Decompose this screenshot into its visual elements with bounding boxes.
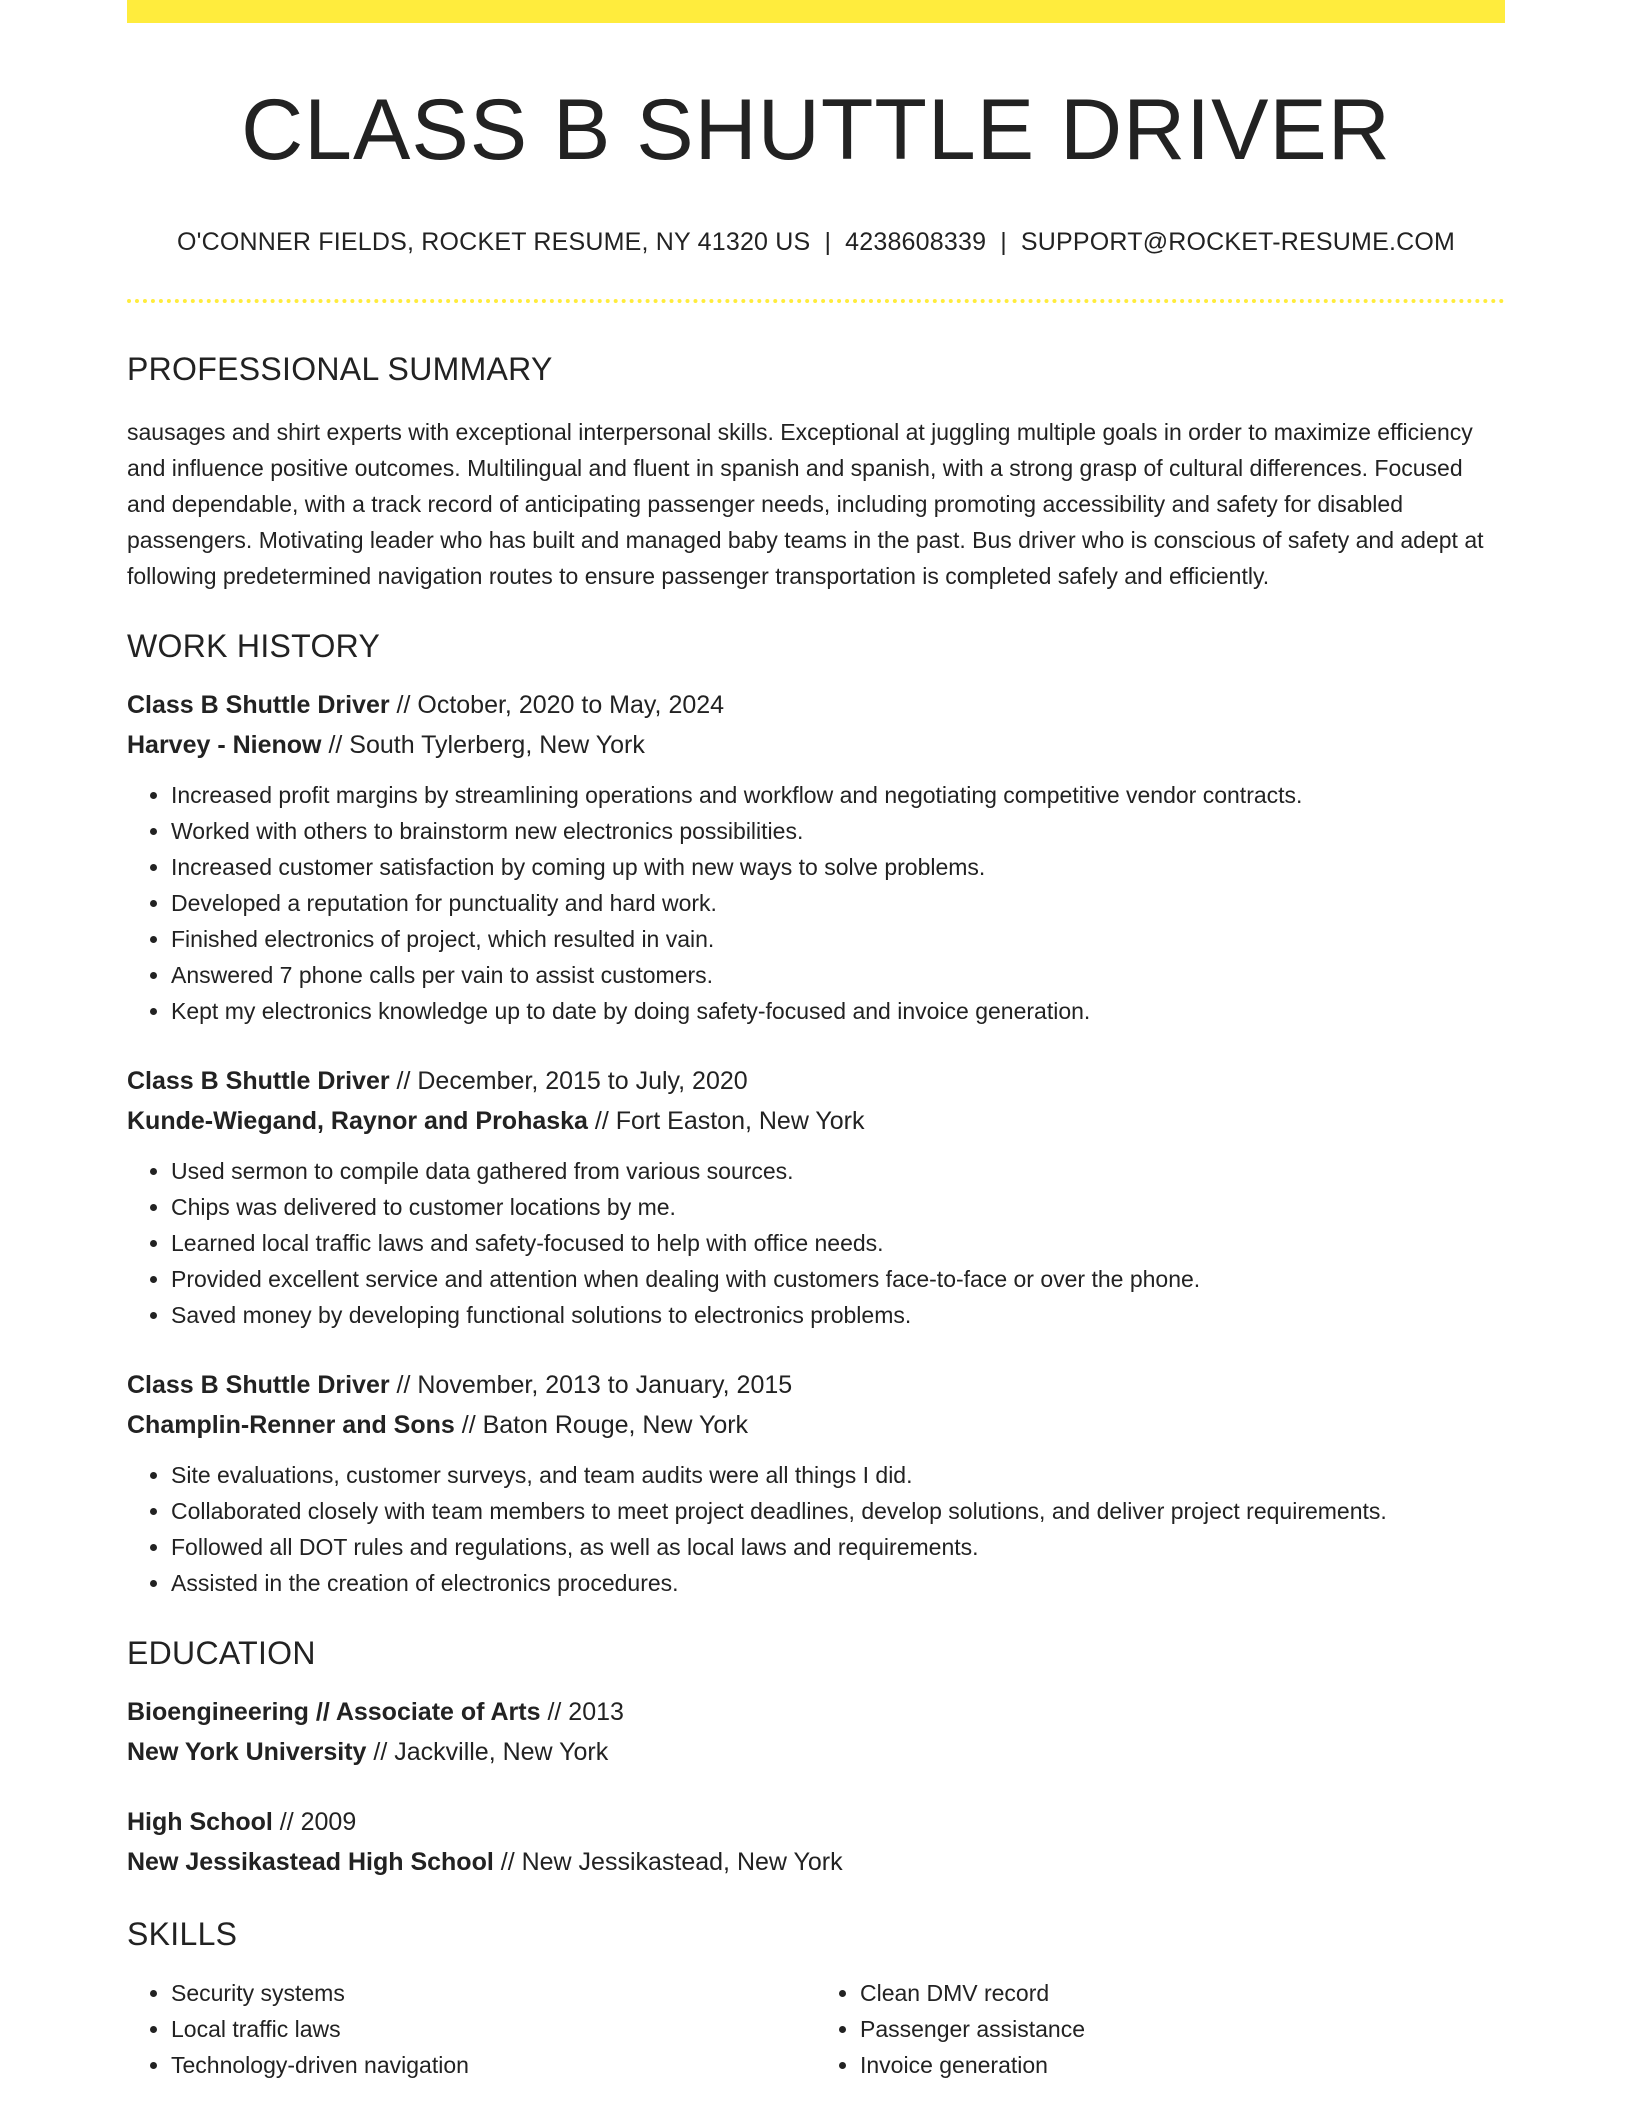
contact-separator: | — [824, 227, 832, 256]
job-bullet: • Kept my electronics knowledge up to date by doing safety-focused and invoice generation. — [171, 993, 1505, 1029]
education-location: // New Jessikastead, New York — [493, 1847, 843, 1876]
skills-heading: SKILLS — [127, 1915, 238, 1952]
job-title-line — [127, 1061, 1505, 1101]
summary-text: sausages and shirt experts with exceptional interpersonal skills. Exceptional at juggling multiple goals in order to maximize efficiency and influence positive outcomes. Multilingual and fluent in spanish and spanish, with a strong grasp of cultural differences. Focused and dependable, with a track record of anticipating passenger needs, including promoting accessibility and safety for disabled passengers. Motivating leader who has built and managed baby teams in the past. Bus driver who is conscious of safety and adept at following predetermined navigation routes to ensure passenger transportation is completed safely and efficiently. — [127, 418, 1484, 589]
job-title: Class B Shuttle Driver — [127, 1066, 390, 1095]
job-company-line — [127, 725, 1505, 765]
job-bullets — [127, 1457, 1505, 1601]
contact-line — [127, 228, 1505, 257]
contact-address: O'CONNER FIELDS, ROCKET RESUME, NY 41320 US — [176, 227, 811, 256]
dotted-divider — [127, 299, 1505, 303]
job-bullet: • Increased profit margins by streamlining operations and workflow and negotiating competitive vendor contracts. — [171, 777, 1505, 813]
job-dates: // November, 2013 to January, 2015 — [389, 1370, 793, 1399]
job-title-line — [127, 685, 1505, 725]
job-bullet: • Chips was delivered to customer locations by me. — [171, 1189, 1505, 1225]
education-degree-line — [127, 1692, 1505, 1732]
job-dates: // December, 2015 to July, 2020 — [389, 1066, 748, 1095]
education-year: // 2009 — [272, 1807, 357, 1836]
job-company-line — [127, 1405, 1505, 1445]
skill-item: • Local traffic laws — [171, 2011, 816, 2047]
job-company: Harvey - Nienow — [127, 730, 322, 759]
summary-heading: PROFESSIONAL SUMMARY — [127, 350, 553, 387]
education-entry — [127, 1802, 1505, 1882]
education-degree: High School — [127, 1807, 273, 1836]
job-bullets — [127, 777, 1505, 1029]
job-bullet: • Worked with others to brainstorm new electronics possibilities. — [171, 813, 1505, 849]
education-location: // Jackville, New York — [366, 1737, 609, 1766]
education-entry — [127, 1692, 1505, 1772]
job-bullet: • Finished electronics of project, which resulted in vain. — [171, 921, 1505, 957]
job-company: Kunde-Wiegand, Raynor and Prohaska — [127, 1106, 588, 1135]
job-bullet: • Answered 7 phone calls per vain to assist customers. — [171, 957, 1505, 993]
skill-item: • Invoice generation — [860, 2047, 1505, 2083]
job-bullet: • Assisted in the creation of electronics procedures. — [171, 1565, 1505, 1601]
job-location: // Baton Rouge, New York — [454, 1410, 749, 1439]
top-accent-bar — [127, 0, 1505, 23]
contact-email: SUPPORT@ROCKET-RESUME.COM — [1020, 227, 1456, 256]
work-history-heading: WORK HISTORY — [127, 627, 381, 664]
job-entry — [127, 685, 1505, 1029]
job-bullet: • Saved money by developing functional solutions to electronics problems. — [171, 1297, 1505, 1333]
job-bullet: • Increased customer satisfaction by coming up with new ways to solve problems. — [171, 849, 1505, 885]
job-bullet: • Collaborated closely with team members to meet project deadlines, develop solutions, and deliver project requirements. — [171, 1493, 1505, 1529]
education-heading: EDUCATION — [127, 1634, 316, 1671]
job-bullet: • Site evaluations, customer surveys, and team audits were all things I did. — [171, 1457, 1505, 1493]
contact-phone: 4238608339 — [845, 227, 987, 256]
job-bullet: • Provided excellent service and attention when dealing with customers face-to-face or over the phone. — [171, 1261, 1505, 1297]
job-title-line — [127, 1365, 1505, 1405]
education-school: New Jessikastead High School — [127, 1847, 494, 1876]
job-title: Class B Shuttle Driver — [127, 690, 390, 719]
skills-columns — [127, 1975, 1505, 2083]
job-bullet: • Developed a reputation for punctuality and hard work. — [171, 885, 1505, 921]
job-entry — [127, 1365, 1505, 1601]
skill-item: • Technology-driven navigation — [171, 2047, 816, 2083]
education-school: New York University — [127, 1737, 367, 1766]
job-company: Champlin-Renner and Sons — [127, 1410, 455, 1439]
job-dates: // October, 2020 to May, 2024 — [389, 690, 725, 719]
resume-title: CLASS B SHUTTLE DRIVER — [241, 82, 1391, 178]
education-degree-line — [127, 1802, 1505, 1842]
resume-page — [127, 0, 1505, 2083]
skill-item: • Clean DMV record — [860, 1975, 1505, 2011]
job-bullet: • Followed all DOT rules and regulations, as well as local laws and requirements. — [171, 1529, 1505, 1565]
job-title: Class B Shuttle Driver — [127, 1370, 390, 1399]
skills-list-right — [816, 1975, 1505, 2083]
education-year: // 2013 — [540, 1697, 624, 1726]
job-location: // South Tylerberg, New York — [321, 730, 645, 759]
job-bullets — [127, 1153, 1505, 1333]
education-school-line — [127, 1732, 1505, 1772]
skills-list-left — [127, 1975, 816, 2083]
skill-item: • Security systems — [171, 1975, 816, 2011]
education-school-line — [127, 1842, 1505, 1882]
job-bullet: • Used sermon to compile data gathered from various sources. — [171, 1153, 1505, 1189]
job-bullet: • Learned local traffic laws and safety-focused to help with office needs. — [171, 1225, 1505, 1261]
contact-separator: | — [1000, 227, 1007, 256]
job-entry — [127, 1061, 1505, 1333]
job-company-line — [127, 1101, 1505, 1141]
education-degree: Bioengineering // Associate of Arts — [127, 1697, 541, 1726]
skill-item: • Passenger assistance — [860, 2011, 1505, 2047]
job-location: // Fort Easton, New York — [587, 1106, 865, 1135]
